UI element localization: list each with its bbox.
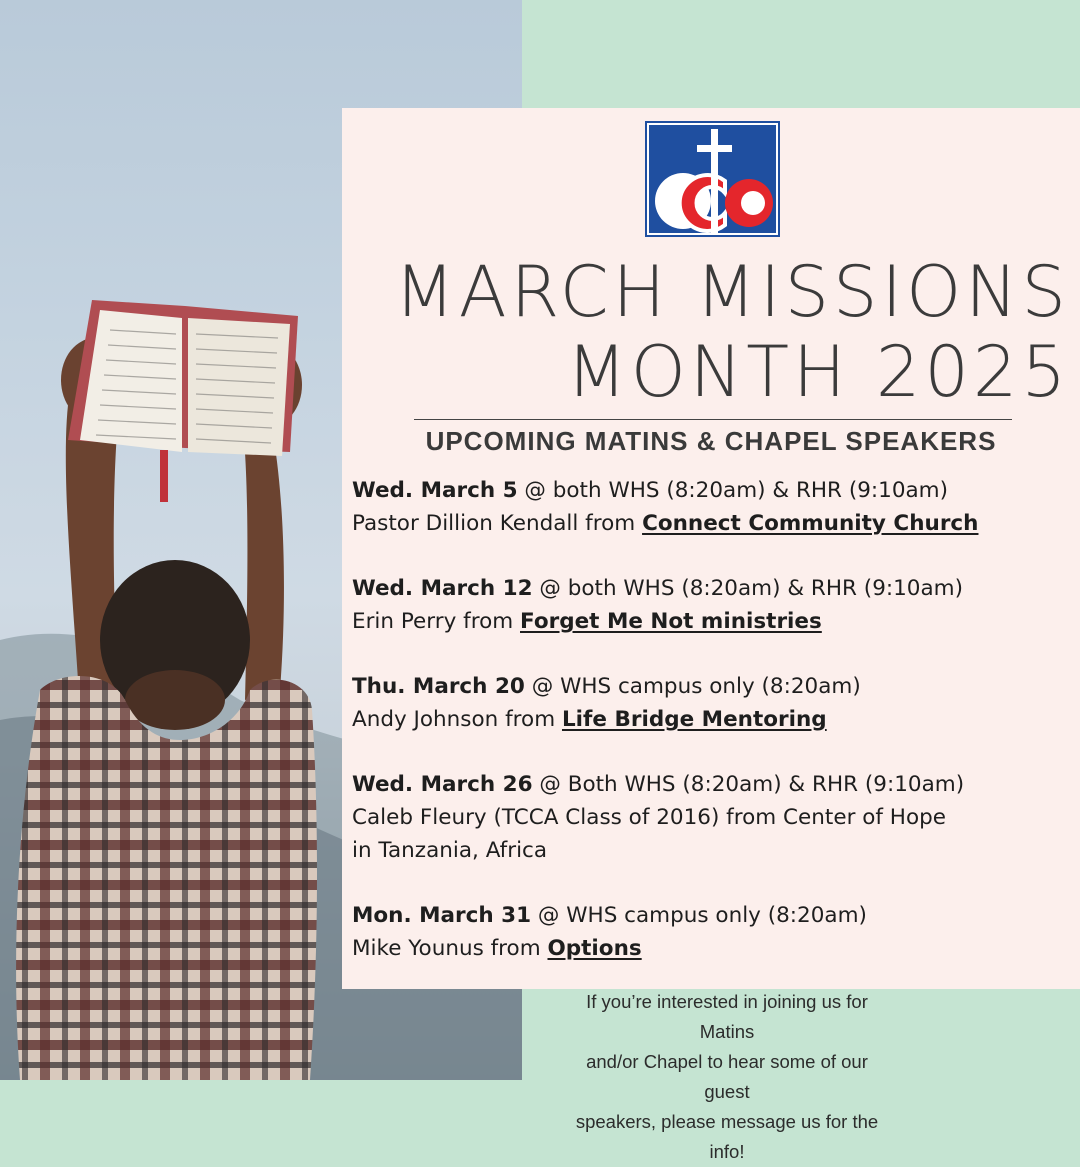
page-title [394, 252, 1070, 412]
event-card [342, 108, 1080, 989]
divider [414, 419, 1012, 420]
event-date: Wed. March 5 [352, 478, 518, 503]
event-date: Wed. March 12 [352, 576, 533, 601]
event-extra: in Tanzania, Africa [352, 838, 548, 863]
footer-line: If you’re interested in joining us for Matins [586, 991, 868, 1042]
event-org-link[interactable]: Life Bridge Mentoring [561, 707, 827, 732]
event-speaker: Andy Johnson from [352, 707, 562, 732]
footer-note [562, 987, 892, 1167]
event-speaker: Erin Perry from [352, 609, 521, 634]
event-speaker: Pastor Dillion Kendall from [352, 511, 643, 536]
event-org-link[interactable]: Options [547, 936, 642, 961]
event-list [352, 474, 1072, 997]
event-org-link[interactable]: Forget Me Not ministries [520, 609, 822, 634]
event-details: @ both WHS (8:20am) & RHR (9:10am) [517, 478, 949, 503]
footer-line: speakers, please message us for the info! [575, 1111, 879, 1162]
event-details: @ WHS campus only (8:20am) [531, 903, 867, 928]
event-date: Thu. March 20 [352, 674, 525, 699]
event-item [352, 474, 1072, 540]
event-date: Wed. March 26 [352, 772, 533, 797]
title-line-1: MARCH MISSIONS [394, 251, 1070, 333]
title-line-2: MONTH 2025 [566, 331, 1070, 413]
event-item [352, 768, 1072, 867]
event-details: @ WHS campus only (8:20am) [524, 674, 861, 699]
tcca-logo-icon [645, 121, 780, 237]
event-item [352, 670, 1072, 736]
section-heading: UPCOMING MATINS & CHAPEL SPEAKERS [425, 426, 997, 456]
event-details: @ Both WHS (8:20am) & RHR (9:10am) [532, 772, 965, 797]
event-speaker: Mike Younus from [352, 936, 548, 961]
event-details: @ both WHS (8:20am) & RHR (9:10am) [532, 576, 963, 601]
event-org-link[interactable]: Connect Community Church [642, 511, 979, 536]
event-speaker: Caleb Fleury (TCCA Class of 2016) from Center of Hope [352, 805, 947, 830]
event-date: Mon. March 31 [352, 903, 532, 928]
event-item [352, 572, 1072, 638]
footer-line: and/or Chapel to hear some of our guest [586, 1051, 868, 1102]
event-item [352, 899, 1072, 965]
